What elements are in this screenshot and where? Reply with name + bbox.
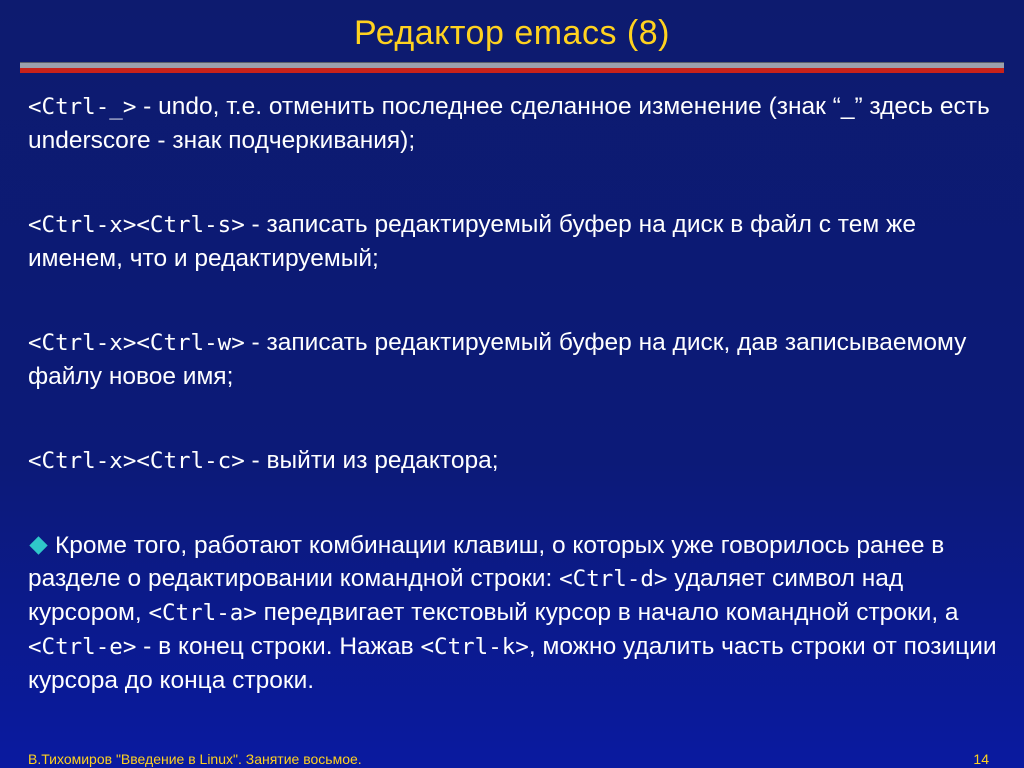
key-combo: <Ctrl-x><Ctrl-c> bbox=[28, 448, 245, 474]
slide-content bbox=[28, 90, 1003, 697]
key-combo-ctrl-d: <Ctrl-d> bbox=[559, 566, 668, 592]
key-combo-ctrl-e: <Ctrl-e> bbox=[28, 634, 137, 660]
bullet-text-3: передвигает текстовый курсор в начало командной строки, а bbox=[256, 599, 959, 626]
key-combo-ctrl-a: <Ctrl-a> bbox=[148, 600, 257, 626]
shortcut-undo bbox=[28, 90, 1003, 157]
shortcut-save bbox=[28, 208, 1003, 275]
page-number: 14 bbox=[973, 751, 989, 767]
shortcut-exit bbox=[28, 444, 1003, 478]
bullet-paragraph bbox=[28, 529, 1003, 697]
title-divider bbox=[20, 62, 1004, 74]
key-combo-ctrl-k: <Ctrl-k> bbox=[420, 634, 529, 660]
bullet-text-5: , можно удалить часть строки от позиции курсора до конца строки. bbox=[28, 633, 997, 694]
bullet-text-4: - в конец строки. Нажав bbox=[136, 633, 421, 660]
shortcut-description: - записать редактируемый буфер на диск в файл с тем же именем, что и редактируемый; bbox=[28, 211, 916, 272]
bullet-text-2: удаляет символ над курсором, bbox=[28, 565, 904, 626]
shortcut-description: - записать редактируемый буфер на диск, дав записываемому файлу новое имя; bbox=[28, 329, 967, 390]
shortcut-description: - выйти из редактора; bbox=[244, 447, 499, 474]
title-divider-red bbox=[20, 68, 1004, 73]
shortcut-description: - undo, т.е. отменить последнее сделанное изменение (знак “_” здесь есть underscore - знак подчеркивания); bbox=[28, 93, 990, 154]
shortcut-save-as bbox=[28, 326, 1003, 393]
bullet-text-1: Кроме того, работают комбинации клавиш, о которых уже говорилось ранее в разделе о редактировании командной строки: bbox=[28, 532, 945, 592]
key-combo: <Ctrl-x><Ctrl-w> bbox=[28, 330, 245, 356]
slide-title: Редактор emacs (8) bbox=[354, 14, 670, 52]
diamond-bullet-icon bbox=[29, 536, 47, 554]
key-combo: <Ctrl-_> bbox=[28, 94, 137, 120]
footer-course-title: В.Тихомиров "Введение в Linux". Занятие восьмое. bbox=[28, 751, 362, 767]
key-combo: <Ctrl-x><Ctrl-s> bbox=[28, 212, 245, 238]
